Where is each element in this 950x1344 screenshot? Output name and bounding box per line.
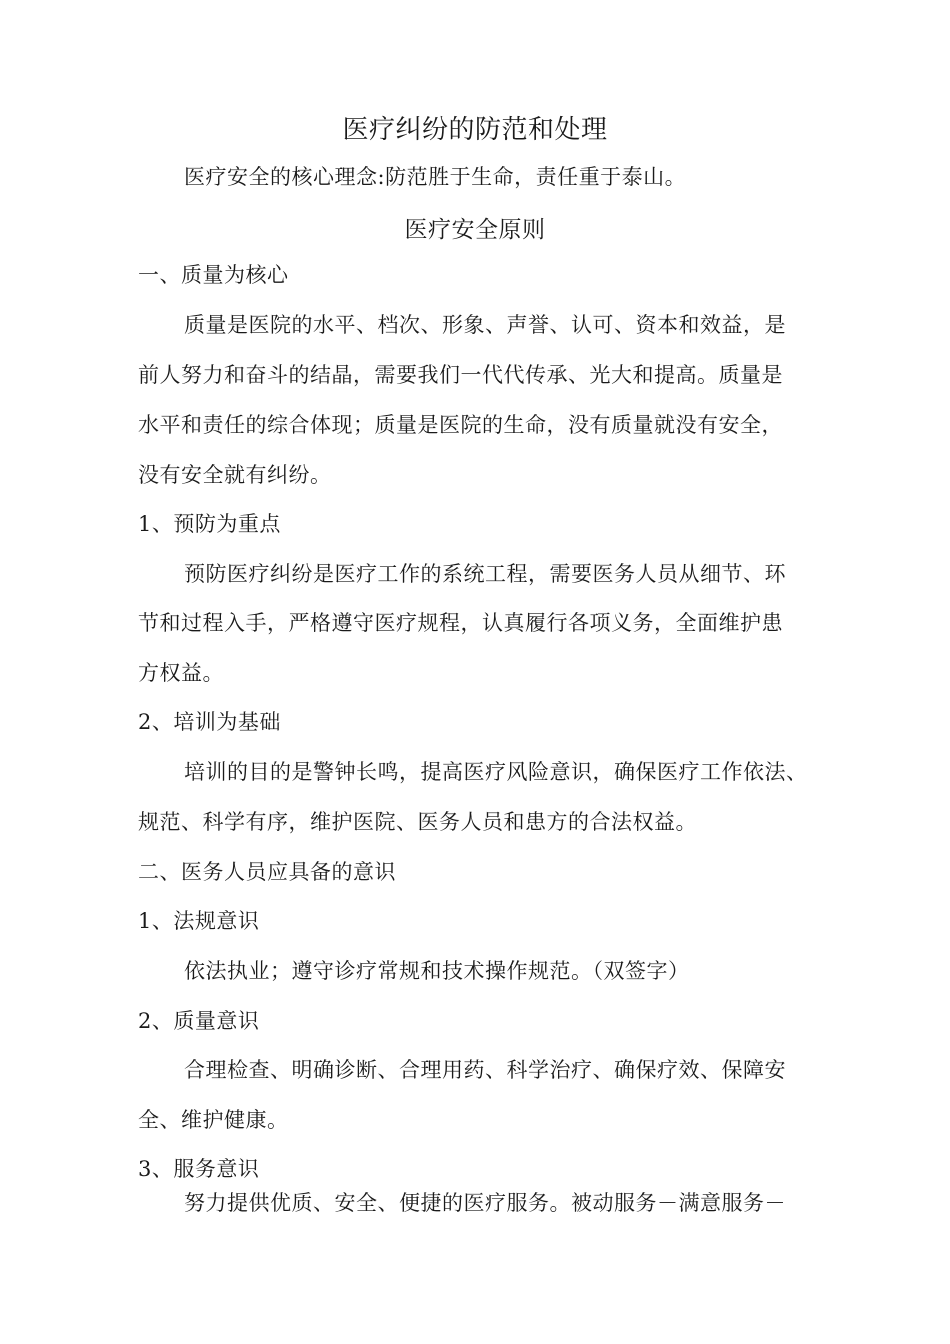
section-1-heading: 一、质量为核心 [138, 263, 289, 287]
service-awareness-heading: 3、服务意识 [138, 1157, 260, 1181]
legal-awareness-para-line: 依法执业；遵守诊疗常规和技术操作规范。（双签字） [184, 959, 690, 983]
section-1-para-line: 质量是医院的水平、档次、形象、声誉、认可、资本和效益，是 [184, 313, 786, 337]
training-heading: 2、培训为基础 [138, 710, 281, 734]
section-1-para-line: 没有安全就有纠纷。 [138, 463, 332, 487]
training-para-line: 培训的目的是警钟长鸣，提高医疗风险意识，确保医疗工作依法、 [184, 760, 808, 784]
section-1-para-line: 水平和责任的综合体现；质量是医院的生命，没有质量就没有安全， [138, 413, 783, 437]
prevention-para-line: 节和过程入手，严格遵守医疗规程，认真履行各项义务，全面维护患 [138, 611, 783, 635]
prevention-para-line: 预防医疗纠纷是医疗工作的系统工程，需要医务人员从细节、环 [184, 562, 786, 586]
document-title: 医疗纠纷的防范和处理 [342, 115, 608, 145]
section-2-heading: 二、医务人员应具备的意识 [138, 860, 396, 884]
quality-awareness-para-line: 合理检查、明确诊断、合理用药、科学治疗、确保疗效、保障安 [184, 1058, 786, 1082]
service-awareness-para-line: 努力提供优质、安全、便捷的医疗服务。被动服务－满意服务－ [184, 1191, 786, 1215]
legal-awareness-heading: 1、法规意识 [138, 909, 260, 933]
quality-awareness-heading: 2、质量意识 [138, 1009, 260, 1033]
principles-heading: 医疗安全原则 [404, 217, 546, 243]
section-1-para-line: 前人努力和奋斗的结晶，需要我们一代代传承、光大和提高。质量是 [138, 363, 783, 387]
prevention-heading: 1、预防为重点 [138, 512, 281, 536]
quality-awareness-para-line: 全、维护健康。 [138, 1108, 289, 1132]
core-motto: 医疗安全的核心理念:防范胜于生命，责任重于泰山。 [184, 165, 687, 189]
prevention-para-line: 方权益。 [138, 661, 224, 685]
training-para-line: 规范、科学有序，维护医院、医务人员和患方的合法权益。 [138, 810, 697, 834]
